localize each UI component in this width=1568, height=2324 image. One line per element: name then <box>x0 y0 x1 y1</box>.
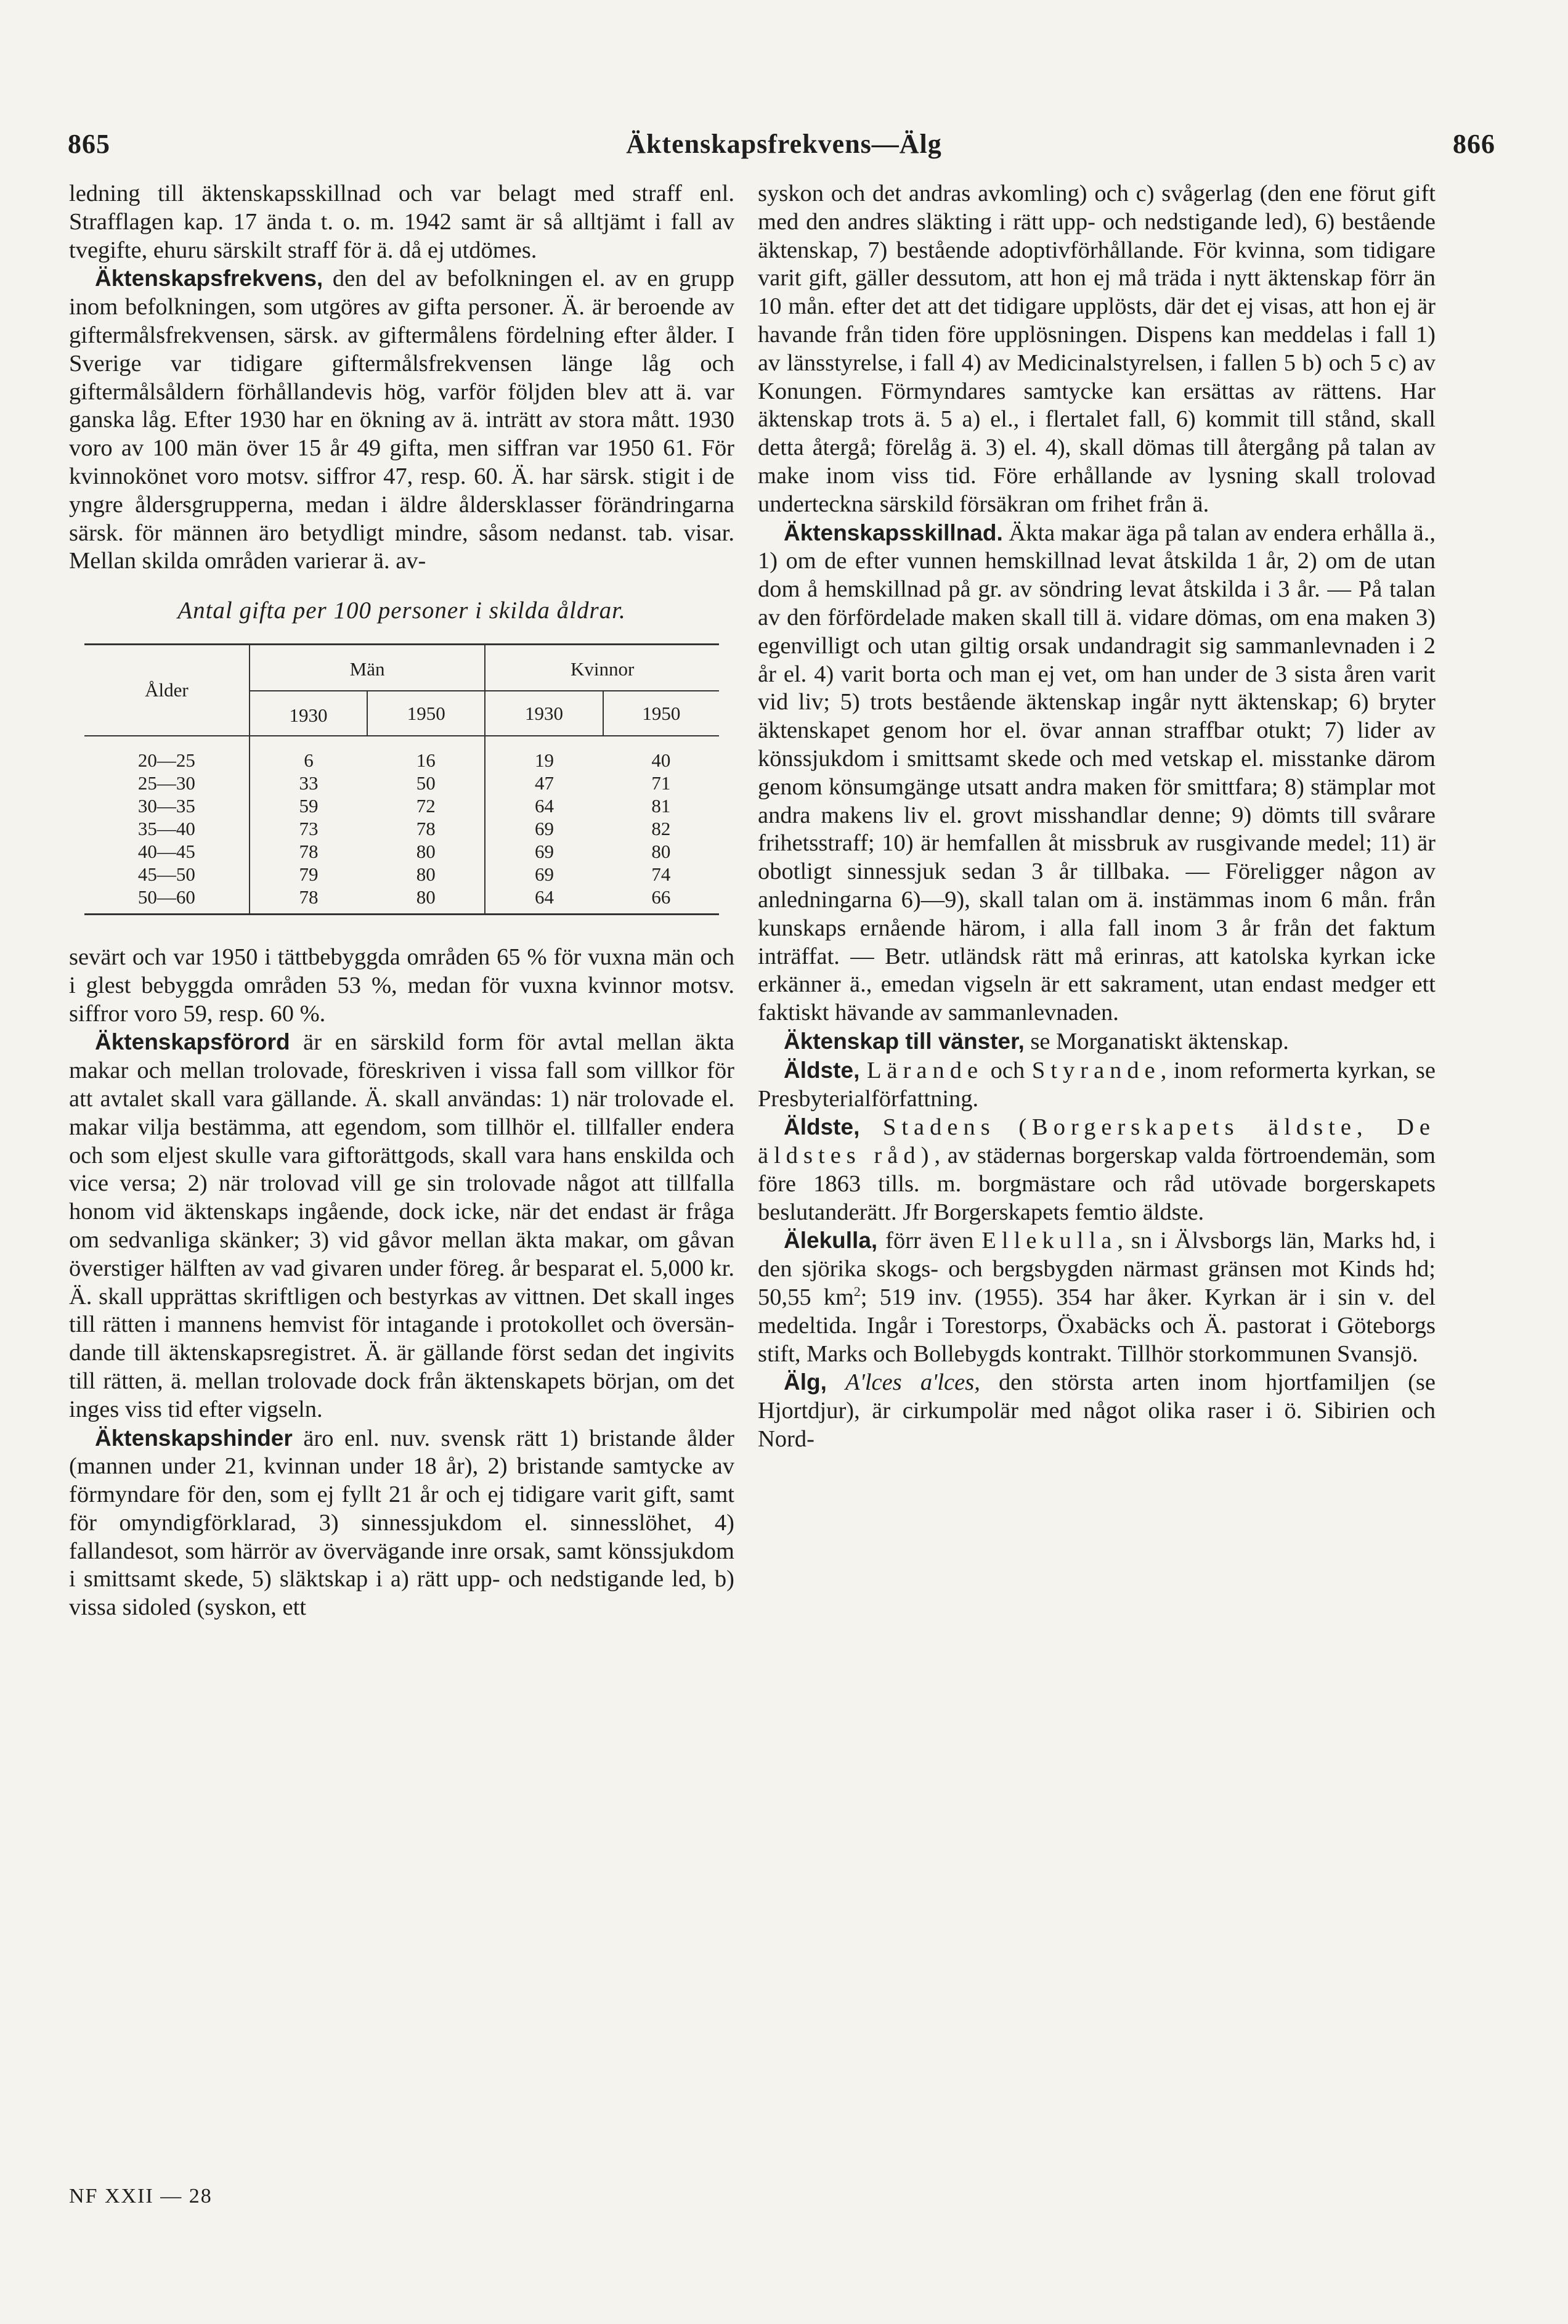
right-column <box>758 180 1436 1454</box>
value-cell: 64 <box>485 886 603 915</box>
headword: Äktenskapshinder <box>95 1425 293 1451</box>
entry-body: , sn i Älvsborgs län, Marks hd, i den sjörika skogs- och bergsbygden närmast gränsen mot Kinds hd; 50,55 km <box>758 1228 1436 1311</box>
year-header: 1930 <box>485 691 603 736</box>
age-cell: 45—50 <box>84 863 250 886</box>
value-cell: 78 <box>367 817 485 840</box>
year-header: 1930 <box>250 691 367 736</box>
latin-name: A'lces a'lces, <box>845 1369 980 1396</box>
page-number-right: 866 <box>1453 129 1495 159</box>
table-row <box>84 736 719 772</box>
entry-aktenskapsfrekvens <box>69 264 734 576</box>
paragraph: ledning till äktenskapsskillnad och var belagt med straff enl. Strafflagen kap. 17 ända t. o. m. 1942 samt är så alltjämt i fall av tvegifte, ehuru särskilt straff för ä. då ej utdömes. <box>69 181 734 263</box>
value-cell: 73 <box>299 817 319 839</box>
spaced-term: Ellekulla <box>981 1228 1118 1254</box>
entry-body: den del av befolkningen el. av en grupp inom befolkningen, som utgöres av gifta personer. Ä. är beroende av giftermålsfrekvensen, särsk. av giftermålens fördelning efter ålder. I Sverige var tidigare giftermålsfrekvensen länge låg och giftermålsåldern förhållandevis hög, varför följden blev att ä. var ganska låg. Efter 1930 har en ökning av ä. inträtt av stora mått. 1930 voro av 100 män över 15 år 49 gifta, men siffran var 1950 61. För kvinnokönet voro motsv. siffror 47, resp. 60. Ä. har särsk. stigit i de yngre åldersgrupperna, medan i äldre åldersklasser förändringarna särsk. för männen äro betydligt mindre, såsom nedanst. tab. visar. Mellan skilda områden varierar ä. av- <box>69 266 734 574</box>
entry-body: , inom reformerta kyrkan, se Presbyterialförfattning. <box>758 1057 1436 1112</box>
entry-aktenskap-till-vanster <box>758 1027 1436 1056</box>
entry-body: är en särskild form för avtal mellan äkta makar och mellan trolovade, föreskriven i vissa fall som villkor för att avtalet skall vara gällande. Ä. skall användas: 1) när trolovade el. makar vilja bestämma, att egendom, som tillhör el. tillfaller endera och som eljest skulle vara giftorättgods, skall vara hans enskilda och vice versa; 2) när trolovad vill ge sin trolovade något att tillfalla honom vid äktenskaps ingående, dock icke, när det endast är fråga om sedvanliga skänker; 3) vid gåvor mellan äkta makar, om gåvan överstiger hälften av vad givaren under föreg. år besparat el. 5,000 kr. Ä. skall upprättas skriftligen och bestyrkas av vittnen. Det skall inges till rätten i mannens hemvist för intagande i protokollet och översändande till äktenskapsregistret. Ä. är gällande först sedan det ingivits till rätten, ä. mellan trolovade dock från äktenskapets början, om det inges viss tid efter vigseln. <box>69 1029 734 1422</box>
value-cell: 16 <box>367 736 485 772</box>
entry-aldste-stadens <box>758 1113 1436 1226</box>
age-cell: 20—25 <box>84 736 250 772</box>
value-cell: 78 <box>250 886 367 915</box>
paragraph: syskon och det andras avkomling) och c) svågerlag (den ene förut gift med den andres släkting i rätt upp- och nedstigande led), 6) bestående äktenskap, 7) bestående adoptivförhållande. För kvinna, som tidigare varit gift, gäller dessutom, att hon ej må träda i nytt äktenskap förr än 10 mån. efter det att det tidigare upplösts, där det ej visas, att hon ej är havande från tiden före upplösningen. Dispens kan meddelas i fall 1) av länsstyrelse, i fall 4) av Medicinalstyrelsen, i fallen 5 b) och 5 c) av Konungen. Förmyndares samtycke kan ersättas av rättens. Har äktenskap trots ä. 5 a) el., i flertalet fall, 6) kommit till stånd, skall detta återgå; förelåg ä. 3) el. 4), skall dömas till återgång på talan av make inom viss tid. Före erhållande av lysning skall trolovad underteckna särskild försäkran om frihet från ä. <box>758 181 1436 517</box>
value-cell: 80 <box>367 863 485 886</box>
page-header <box>0 128 1568 177</box>
headword: Äldste, <box>784 1057 860 1083</box>
value-cell: 33 <box>299 772 319 794</box>
table-row <box>84 863 719 886</box>
group-header-women: Kvinnor <box>485 644 719 691</box>
table-caption: Antal gifta per 100 personer i skilda åldrar. <box>177 597 626 624</box>
entry-text: och <box>983 1057 1032 1083</box>
entry-alekulla <box>758 1226 1436 1368</box>
entry-aktenskapsforord <box>69 1028 734 1424</box>
headword: Äktenskapsförord <box>95 1029 290 1055</box>
value-cell: 78 <box>299 840 319 862</box>
table-row <box>84 886 719 915</box>
value-cell: 81 <box>651 794 671 817</box>
headword: Äktenskapsfrekvens, <box>95 266 323 292</box>
marriage-table <box>84 643 719 915</box>
headword: Äktenskapsskillnad. <box>784 520 1003 545</box>
headword: Älekulla, <box>784 1228 878 1254</box>
value-cell: 47 <box>535 772 554 794</box>
page-number-left: 865 <box>68 129 110 159</box>
table-row <box>84 817 719 840</box>
value-cell: 50 <box>367 772 485 794</box>
value-cell: 64 <box>535 794 554 817</box>
value-cell: 6 <box>304 749 314 771</box>
value-cell: 80 <box>367 886 485 915</box>
entry-body: äro enl. nuv. svensk rätt 1) bristande ålder (mannen under 21, kvinnan under 18 år), 2) bristande samtycke av förmyndare för den, som ej fyllt 21 år och ej tidigare varit gift, samt för omyndigförklarad, 3) sinnessjukdom el. sinnesslöhet, 4) fallandesot, som härrör av övervägande inre orsak, samt könssjukdom i smittsamt skede, 5) släktskap i a) rätt upp- och nedstigande led, b) vissa sidoled (syskon, ett <box>69 1425 734 1621</box>
entry-body: se Morganatiskt äktenskap. <box>1024 1028 1289 1054</box>
value-cell: 69 <box>535 817 554 839</box>
value-cell: 80 <box>651 840 671 862</box>
left-column <box>69 180 734 1622</box>
table-row <box>84 772 719 794</box>
age-cell: 25—30 <box>84 772 250 794</box>
entry-text: förr även <box>877 1228 982 1254</box>
value-cell: 69 <box>535 863 554 885</box>
value-cell: 79 <box>299 863 319 885</box>
headword: Älg, <box>784 1369 827 1395</box>
table-row <box>84 840 719 863</box>
group-header-men: Män <box>250 644 485 691</box>
spaced-term: Lärande <box>866 1057 984 1083</box>
table-row <box>84 794 719 817</box>
value-cell: 69 <box>535 840 554 862</box>
value-cell: 71 <box>651 772 671 794</box>
age-cell: 50—60 <box>84 886 250 915</box>
age-cell: 30—35 <box>84 794 250 817</box>
value-cell: 40 <box>651 749 671 771</box>
entry-alg <box>758 1368 1436 1453</box>
signature-footer: NF XXII — 28 <box>69 2185 213 2208</box>
value-cell: 66 <box>603 886 719 915</box>
superscript: 2 <box>853 1284 861 1300</box>
year-header: 1950 <box>367 691 485 736</box>
spaced-term: Styrande <box>1031 1057 1161 1083</box>
value-cell: 72 <box>367 794 485 817</box>
value-cell: 80 <box>367 840 485 863</box>
age-cell: 35—40 <box>84 817 250 840</box>
headword: Äktenskap till vänster, <box>784 1028 1025 1054</box>
headword: Äldste, <box>784 1114 860 1140</box>
spaced-term: (Borgerskapets äldste, De äldstes råd) <box>758 1114 1436 1169</box>
entry-body: , av städernas borgerskap valda förtroendemän, som före 1863 tills. m. borgmästare och råd utövade borgerskapets beslutanderätt. Jfr Borgerskapets femtio äldste. <box>758 1143 1436 1225</box>
spaced-term: Stadens <box>882 1114 996 1141</box>
age-cell: 40—45 <box>84 840 250 863</box>
value-cell: 74 <box>651 863 671 885</box>
value-cell: 19 <box>535 749 554 771</box>
paragraph: sevärt och var 1950 i tättbebyggda områden 65 % för vuxna män och i glest bebyggda områden 53 %, medan för vuxna kvinnor motsv. siffror voro 59, resp. 60 %. <box>69 944 734 1027</box>
entry-aktenskapsskillnad <box>758 519 1436 1027</box>
entry-body: ; 519 inv. (1955). 354 har åker. Kyrkan är i sin v. del medeltida. Ingår i Torestorps, Öxabäcks och Ä. pastorat i Göteborgs stift, Marks och Bollebygds kontrakt. Tillhör storkommunen Svansjö. <box>758 1284 1436 1367</box>
value-cell: 82 <box>651 817 671 839</box>
entry-body: den största arten inom hjortfamiljen (se Hjortdjur), är cirkumpolär med något olika raser i ö. Sibirien och Nord- <box>758 1369 1436 1453</box>
value-cell: 59 <box>299 794 319 817</box>
entry-aldste-larande <box>758 1056 1436 1114</box>
year-header: 1950 <box>603 691 719 736</box>
entry-body: Äkta makar äga på talan av endera erhålla ä., 1) om de efter vunnen hemskillnad levat åtskilda 1 år, 2) om de utan dom å hemskillnad på gr. av söndring levat åtskilda i 3 år. — På talan av den förfördelade maken skall till ä. vidare dömas, om ena maken 3) egenvilligt och utan giltig orsak undandragit sig sammanlevnaden i 2 år el. 4) varit borta och man ej vet, om han under de 3 sista åren varit vid liv; 5) trots bestående äktenskap ingår nytt äktenskap; 6) bryter äktenskapet genom hor el. övar annan straffbar otukt; 7) lider av könssjukdom i smittsamt skede och med vetskap el. misstanke därom genom könsumgänge utsatt andra maken för smittfara; 8) stämplar mot andra makens liv el. grovt misshandlar denne; 9) dömts till svårare frihetsstraff; 10) är hemfallen åt missbruk av rusgivande medel; 11) är obotligt sinnessjuk sedan 3 år tillbaka. — Föreligger någon av anledningarna 6)—9), skall talan om ä. instämmas inom 6 mån. från kunskaps ernående härom, i alla fall inom 3 år från det faktum inträffat. — Betr. utländsk rätt må erinras, att katolska kyrkan icke erkänner ä., emedan vigseln är ett sakrament, utan endast medger ett faktiskt hävande av sammanlevnaden. <box>758 520 1436 1026</box>
running-title: Äktenskapsfrekvens—Älg <box>626 129 942 159</box>
col-header-age: Ålder <box>84 644 250 736</box>
entry-aktenskapshinder <box>69 1424 734 1623</box>
